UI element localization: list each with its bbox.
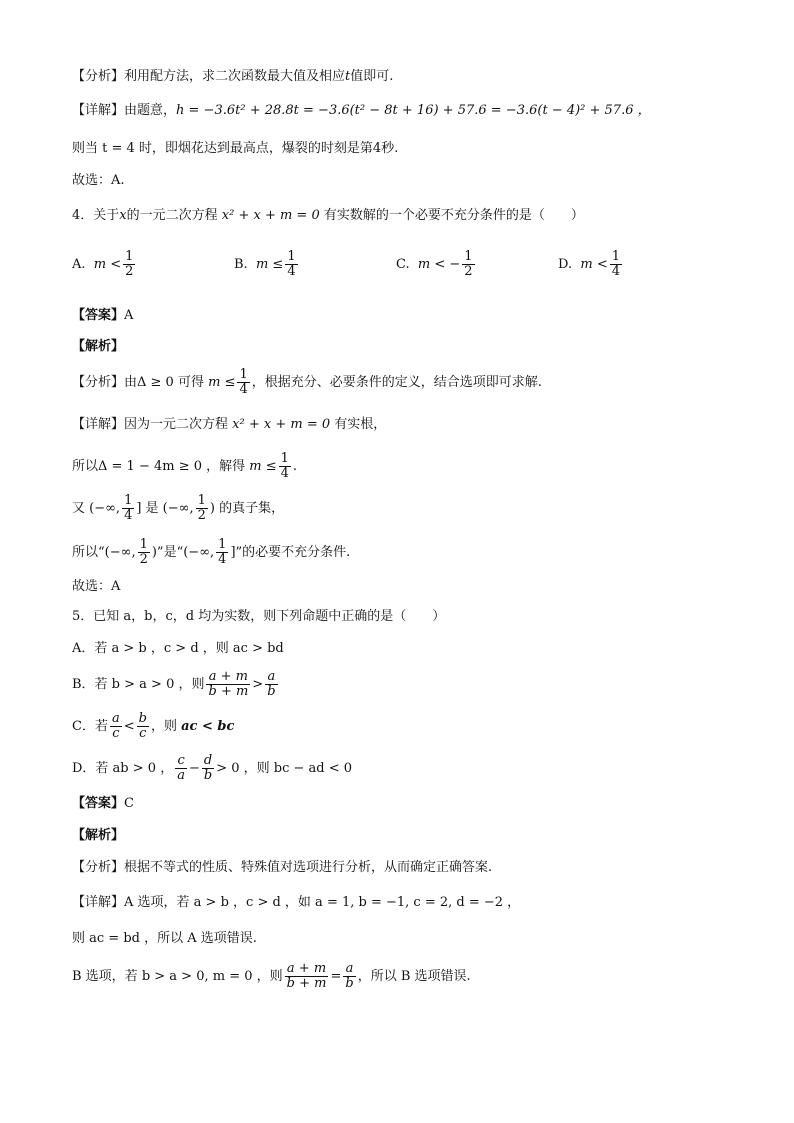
q4-options [72,250,712,290]
q4-analysis: 【分析】由Δ ≥ 0 可得 m ≤ $\frac{1}{4}$ ，根据充分、必要条件的定义，结合选项即可求解. [72,367,542,397]
q5-option-a: A．若 a > b ，c > d ，则 ac > bd [72,641,284,656]
q4-option-a: A. m < $\frac{1}{2}$ [72,249,134,279]
q5-option-c: C．若 $\frac{a}{c}$ < $\frac{b}{c}$ ，则 ac < bc [72,711,235,741]
q3-choice: 故选：A. [72,173,125,188]
q4-stem: 4．关于x的一元二次方程 x² + x + m = 0 有实数解的一个必要不充分条件的是（ ） [72,208,584,223]
q4-choice: 故选：A [72,579,121,594]
q3-conclusion: 则当 t = 4 时，即烟花达到最高点，爆裂的时刻是第4秒. [72,141,399,156]
q4-answer: 【答案】A [72,308,134,323]
q5-detail: 【详解】A 选项，若 a > b ，c > d ，如 a = 1, b = −1, c = 2, d = −2 ， [72,895,521,910]
analysis-tag: 【分析】 [72,69,125,84]
q4-line3: 又 (−∞, $\frac{1}{4}$ ] 是 (−∞, $\frac{1}{2}$ ) 的真子集， [72,493,285,523]
q5-stem: 5．已知 a，b，c，d 均为实数，则下列命题中正确的是（ ） [72,609,446,624]
q3-detail: 【详解】由题意，h = −3.6t² + 28.8t = −3.6(t² − 8t + 16) + 57.6 = −3.6(t − 4)² + 57.6 ， [72,103,651,118]
q4-line2: 所以Δ = 1 − 4m ≥ 0 ，解得 m ≤ $\frac{1}{4}$ . [72,451,298,481]
q3-formula: h = −3.6t² + 28.8t = −3.6(t² − 8t + 16) + 57.6 = −3.6(t − 4)² + 57.6 ， [176,103,651,118]
q4-option-c: C. m < − $\frac{1}{2}$ [396,249,473,279]
q4-explain-tag: 【解析】 [72,339,125,354]
q5-detail-2: 则 ac = bd ，所以 A 选项错误. [72,931,257,946]
q5-option-b: B．若 b > a > 0 ，则 $\frac{a + m}{b + m}$ > $\frac{a}{b}$ [72,669,276,699]
q5-detail-3: B 选项，若 b > a > 0, m = 0 ，则 $\frac{a + m}{b + m}$ = $\frac{a}{b}$ ，所以 B 选项错误. [72,961,471,991]
detail-tag: 【详解】 [72,103,125,118]
q5-analysis: 【分析】根据不等式的性质、特殊值对选项进行分析，从而确定正确答案. [72,860,493,875]
q5-answer: 【答案】C [72,796,134,811]
q4-option-d: D. m < $\frac{1}{4}$ [558,249,620,279]
q3-analysis: 【分析】利用配方法，求二次函数最大值及相应t值即可. [72,69,394,84]
q4-line4: 所以“(−∞, $\frac{1}{2}$ )”是“(−∞, $\frac{1}{4}$ ]”的必要不充分条件. [72,537,351,567]
q4-option-b: B. m ≤ $\frac{1}{4}$ [234,249,296,279]
q5-option-d: D．若 ab > 0 ， $\frac{c}{a}$ − $\frac{d}{b}$ > 0 ，则 bc − ad < 0 [72,753,353,783]
q4-detail: 【详解】因为一元二次方程 x² + x + m = 0 有实根， [72,417,387,432]
q5-explain-tag: 【解析】 [72,828,125,843]
